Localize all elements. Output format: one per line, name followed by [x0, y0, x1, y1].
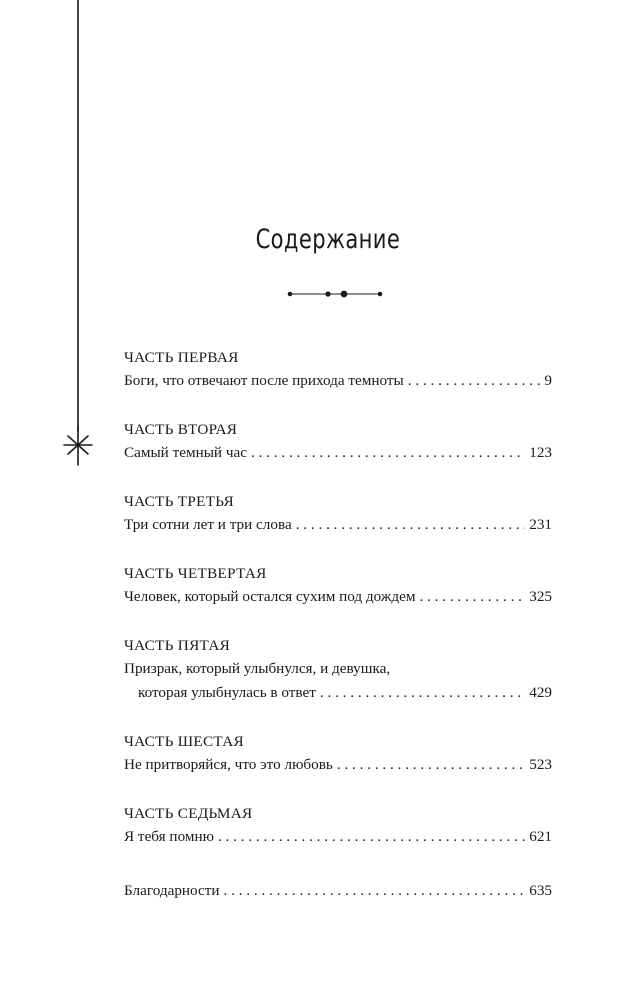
- entry-title-line1: Призрак, который улыбнулся, и девушка,: [124, 660, 391, 677]
- ornament-divider: [280, 286, 390, 302]
- dot-leader: [296, 513, 526, 537]
- page-number: 9: [544, 372, 552, 389]
- entry-title: которая улыбнулась в ответ: [138, 684, 316, 701]
- page-number: 231: [529, 516, 552, 533]
- toc-entry[interactable]: [124, 513, 552, 537]
- entry-title: Три сотни лет и три слова: [124, 516, 292, 533]
- page-number: 523: [529, 756, 552, 773]
- part-heading: ЧАСТЬ ПЯТАЯ: [124, 637, 231, 654]
- table-of-contents: [124, 347, 552, 903]
- toc-part-3: [124, 491, 552, 537]
- toc-entry[interactable]: [124, 441, 552, 465]
- page-number: 429: [529, 684, 552, 701]
- toc-entry[interactable]: [124, 753, 552, 777]
- toc-part-6: [124, 731, 552, 777]
- part-heading: ЧАСТЬ СЕДЬМАЯ: [124, 805, 253, 822]
- part-heading: ЧАСТЬ ВТОРАЯ: [124, 421, 238, 438]
- toc-entry[interactable]: [124, 681, 552, 705]
- toc-entry[interactable]: [124, 879, 552, 903]
- toc-entry[interactable]: [124, 585, 552, 609]
- entry-title: Человек, который остался сухим под дождем: [124, 588, 416, 605]
- dot-leader: [419, 585, 525, 609]
- part-heading: ЧАСТЬ ШЕСТАЯ: [124, 733, 244, 750]
- toc-entry[interactable]: [124, 825, 552, 849]
- dot-leader: [224, 879, 526, 903]
- part-heading: ЧАСТЬ ЧЕТВЕРТАЯ: [124, 565, 267, 582]
- toc-entry[interactable]: [124, 369, 552, 393]
- entry-title: Самый темный час: [124, 444, 247, 461]
- entry-title: Благодарности: [124, 882, 220, 899]
- page-number: 325: [529, 588, 552, 605]
- toc-acknowledgements: [124, 879, 552, 903]
- toc-part-4: [124, 563, 552, 609]
- star-icon: [64, 426, 92, 465]
- dot-leader: [251, 441, 525, 465]
- page-number: 621: [529, 828, 552, 845]
- toc-part-2: [124, 419, 552, 465]
- page-title: Содержание: [255, 224, 401, 255]
- toc-part-7: [124, 803, 552, 849]
- toc-part-1: [124, 347, 552, 393]
- entry-title: Не притворяйся, что это любовь: [124, 756, 333, 773]
- dot-leader: [337, 753, 525, 777]
- entry-title: Боги, что отвечают после прихода темноты: [124, 372, 404, 389]
- part-heading: ЧАСТЬ ПЕРВАЯ: [124, 349, 239, 366]
- entry-title: Я тебя помню: [124, 828, 214, 845]
- page-number: 123: [529, 444, 552, 461]
- part-heading: ЧАСТЬ ТРЕТЬЯ: [124, 493, 234, 510]
- dot-leader: [218, 825, 525, 849]
- page-number: 635: [529, 882, 552, 899]
- dot-leader: [320, 681, 525, 705]
- toc-part-5: [124, 635, 552, 705]
- dot-leader: [408, 369, 541, 393]
